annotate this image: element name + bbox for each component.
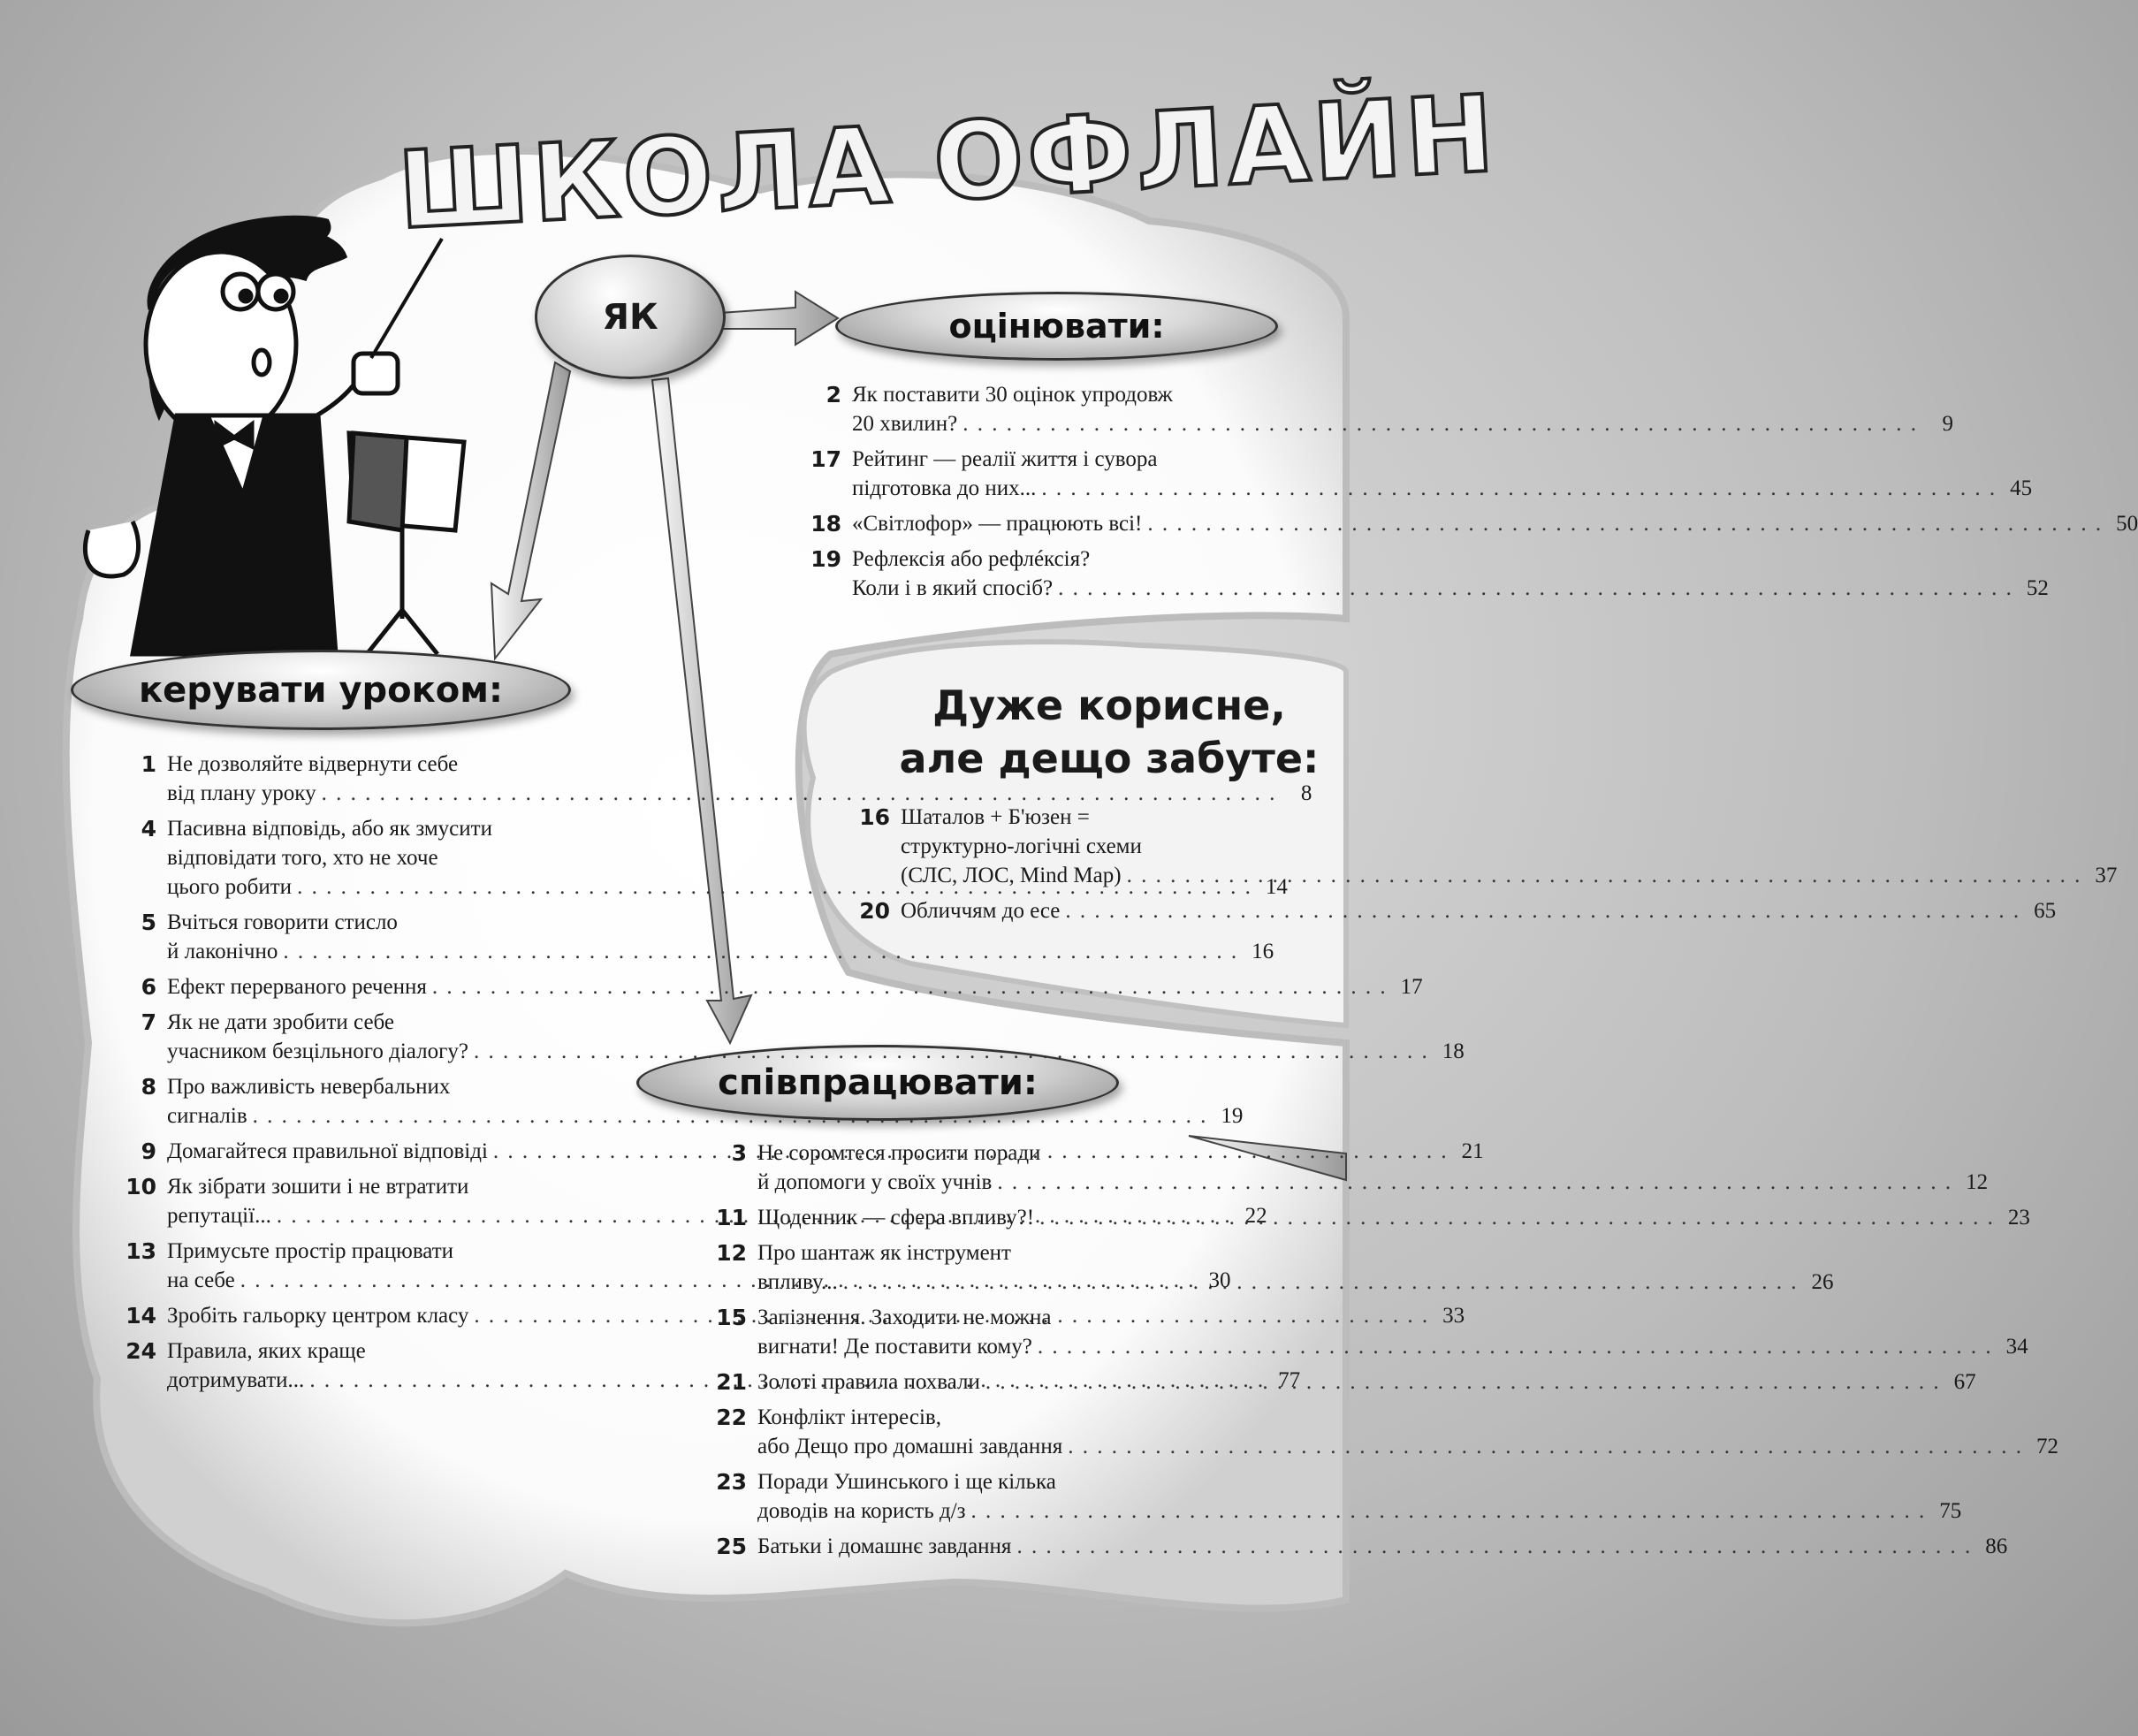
toc-item-number: 18	[810, 511, 841, 537]
toc-item-number: 24	[126, 1338, 156, 1364]
toc-item-number: 8	[141, 1074, 156, 1100]
toc-item-page: 30	[1208, 1268, 1231, 1292]
toc-item-text: впливу...	[757, 1270, 838, 1294]
toc-item-page: 33	[1442, 1304, 1465, 1328]
toc-item[interactable]	[694, 1403, 2058, 1461]
toc-item-number: 5	[141, 910, 156, 935]
dot-leader	[432, 972, 1388, 1001]
toc-item-text: й лаконічно	[167, 940, 278, 963]
toc-item-text: Про важливість невербальних	[167, 1075, 451, 1099]
toc-item-number: 3	[731, 1140, 747, 1166]
toc-item-text: Батьки і домашнє завдання	[757, 1534, 1012, 1558]
toc-item-page: 72	[2035, 1435, 2058, 1458]
center-word: ЯК	[602, 296, 658, 338]
toc-item-text: Домагайтеся правильної відповіді	[167, 1139, 488, 1163]
dot-leader	[253, 1101, 1208, 1131]
toc-item-number: 23	[716, 1469, 747, 1495]
toc-item-text: учасником безцільного діалогу?	[167, 1039, 468, 1063]
toc-item-text: Примусьте простір працювати	[167, 1239, 454, 1263]
dot-leader	[1058, 574, 2013, 603]
toc-item-page: 9	[1942, 412, 1954, 436]
toc-item[interactable]	[694, 1467, 1962, 1526]
toc-item-page: 8	[1300, 781, 1312, 805]
toc-item-text: Запізнення. Заходити не можна	[757, 1306, 1052, 1329]
toc-item-page: 17	[1400, 975, 1423, 999]
toc-item[interactable]	[110, 972, 1423, 1001]
dot-leader	[1065, 896, 2020, 925]
toc-item-number: 25	[716, 1534, 747, 1559]
toc-item-number: 11	[716, 1205, 747, 1230]
toc-item-number: 20	[859, 898, 890, 924]
toc-item-number: 14	[126, 1303, 156, 1329]
toc-item-text: Обличчям до есе	[901, 899, 1061, 923]
toc-item-text: від плану уроку	[167, 781, 316, 805]
toc-item[interactable]	[844, 803, 2118, 890]
toc-item-page: 21	[1461, 1139, 1484, 1163]
toc-item-number: 7	[141, 1009, 156, 1035]
page-title	[389, 72, 1501, 254]
toc-item-number: 21	[716, 1369, 747, 1395]
toc-item-number: 17	[810, 446, 841, 472]
toc-item-text: Пасивна відповідь, або як змусити	[167, 817, 492, 841]
dot-leader	[1016, 1532, 1972, 1561]
toc-item-page: 18	[1442, 1039, 1465, 1063]
toc-item-page: 77	[1278, 1368, 1301, 1392]
toc-item-text: вигнати! Де поставити кому?	[757, 1335, 1032, 1359]
toc-item-text: Поради Ушинського і ще кілька	[757, 1470, 1056, 1494]
dot-leader	[1039, 1203, 1995, 1232]
toc-item[interactable]	[110, 1008, 1465, 1066]
dot-leader	[1127, 861, 2082, 890]
useful-heading-line1: Дуже корисне,	[932, 681, 1286, 729]
toc-item-text: або Дещо про домашні завдання	[757, 1435, 1063, 1458]
toc-item-page: 26	[1811, 1270, 1834, 1294]
toc-item-number: 6	[141, 974, 156, 1000]
toc-item-text: Ефект перерваного речення	[167, 975, 427, 999]
svg-text:ШКОЛА ОФЛАЙН: ШКОЛА ОФЛАЙН	[394, 72, 1501, 254]
toc-item-text: Зробіть гальорку центром класу	[167, 1304, 469, 1328]
toc-item-text: підготовка до них...	[852, 476, 1037, 500]
cooperate-heading: співпрацювати:	[718, 1062, 1038, 1103]
toc-item-number: 10	[126, 1174, 156, 1199]
toc-item-text: сигналів	[167, 1104, 247, 1128]
toc-item[interactable]	[795, 544, 2049, 603]
toc-item-text: цього робити	[167, 875, 293, 899]
toc-item-page: 67	[1953, 1370, 1976, 1394]
dot-leader	[1068, 1432, 2023, 1461]
toc-item-page: 23	[2007, 1206, 2030, 1230]
toc-item-text: Шаталов + Б'юзен =	[901, 805, 1090, 829]
toc-item-text: Рейтинг — реалії життя і сувора	[852, 447, 1158, 471]
dot-leader	[474, 1037, 1429, 1066]
toc-item-text: (СЛС, ЛОС, Mind Map)	[901, 864, 1122, 887]
toc-item[interactable]	[795, 445, 2033, 503]
toc-item[interactable]	[795, 509, 2138, 538]
toc-item-page: 34	[2005, 1335, 2028, 1359]
toc-item-number: 2	[826, 382, 841, 407]
toc-item-number: 13	[126, 1238, 156, 1264]
toc-item-page: 50	[2116, 512, 2138, 536]
dot-leader	[971, 1496, 1927, 1526]
manage-heading: керувати уроком:	[139, 669, 503, 711]
dot-leader	[985, 1367, 1941, 1397]
toc-item-text: Про шантаж як інструмент	[757, 1241, 1011, 1265]
toc-item-page: 22	[1244, 1204, 1267, 1228]
toc-item-page: 12	[1966, 1170, 1989, 1194]
toc-item-text: «Світлофор» — працюють всі!	[852, 512, 1143, 536]
toc-item-page: 19	[1221, 1104, 1244, 1128]
toc-item-number: 12	[716, 1240, 747, 1266]
toc-item-text: Золоті правила похвали	[757, 1370, 980, 1394]
toc-item-page: 45	[2010, 476, 2033, 500]
toc-item-page: 52	[2026, 576, 2049, 600]
toc-item[interactable]	[694, 1532, 2008, 1561]
toc-item-number: 19	[810, 546, 841, 572]
toc-item[interactable]	[844, 896, 2057, 925]
dot-leader	[843, 1268, 1799, 1297]
toc-item[interactable]	[795, 380, 1954, 438]
toc-item-number: 15	[716, 1305, 747, 1330]
toc-item-text: Як поставити 30 оцінок упродовж	[852, 383, 1173, 407]
toc-item-page: 14	[1265, 875, 1288, 899]
dot-leader	[1038, 1332, 1993, 1361]
toc-item-text: відповідати того, хто не хоче	[167, 846, 438, 870]
assess-heading-pill	[835, 292, 1278, 361]
toc-item-text: дотримувати...	[167, 1368, 305, 1392]
toc-item-text: Як зібрати зошити і не втратити	[167, 1175, 469, 1199]
toc-item-text: Правила, яких краще	[167, 1339, 366, 1363]
toc-item-text: 20 хвилин?	[852, 412, 958, 436]
assess-heading: оцінювати:	[948, 307, 1165, 346]
dot-leader	[283, 937, 1238, 966]
toc-item-number: 4	[141, 816, 156, 841]
toc-item-text: Рефлексія або рефлéксія?	[852, 547, 1091, 571]
toc-item-text: Не дозволяйте відвернути себе	[167, 752, 459, 776]
toc-item-number: 9	[141, 1138, 156, 1164]
toc-item-page: 37	[2095, 864, 2118, 887]
toc-item-text: Конфлікт інтересів,	[757, 1405, 941, 1429]
toc-item-page: 65	[2034, 899, 2057, 923]
dot-leader	[997, 1168, 1952, 1197]
useful-heading-line2: але дещо забуте:	[899, 735, 1320, 782]
toc-item-text: й допомоги у своїх учнів	[757, 1170, 993, 1194]
assess-list	[795, 380, 2138, 609]
toc-item-text: Як не дати зробити себе	[167, 1010, 395, 1034]
toc-item-page: 16	[1252, 940, 1274, 963]
toc-item-number: 1	[141, 751, 156, 777]
dot-leader	[1147, 509, 2103, 538]
toc-item-number: 16	[859, 804, 890, 830]
toc-item-text: Вчіться говорити стисло	[167, 910, 398, 934]
dot-leader	[962, 409, 1918, 438]
toc-item-number: 22	[716, 1405, 747, 1430]
manage-heading-pill	[71, 650, 571, 730]
toc-item-text: Не соромтеся просити поради	[757, 1141, 1041, 1165]
toc-item-page: 86	[1985, 1534, 2008, 1558]
toc-item-text: Щоденник — сфера впливу?!	[757, 1206, 1035, 1230]
toc-item-text: структурно-логічні схеми	[901, 834, 1142, 858]
dot-leader	[1041, 474, 1997, 503]
useful-list	[844, 803, 2118, 932]
center-bubble	[535, 255, 726, 379]
toc-item-text: репутації...	[167, 1204, 271, 1228]
toc-item-page: 75	[1939, 1499, 1962, 1523]
toc-item-text: доводів на користь д/з	[757, 1499, 966, 1523]
toc-item-text: Коли і в який спосіб?	[852, 576, 1054, 600]
toc-item-text: на себе	[167, 1268, 235, 1292]
